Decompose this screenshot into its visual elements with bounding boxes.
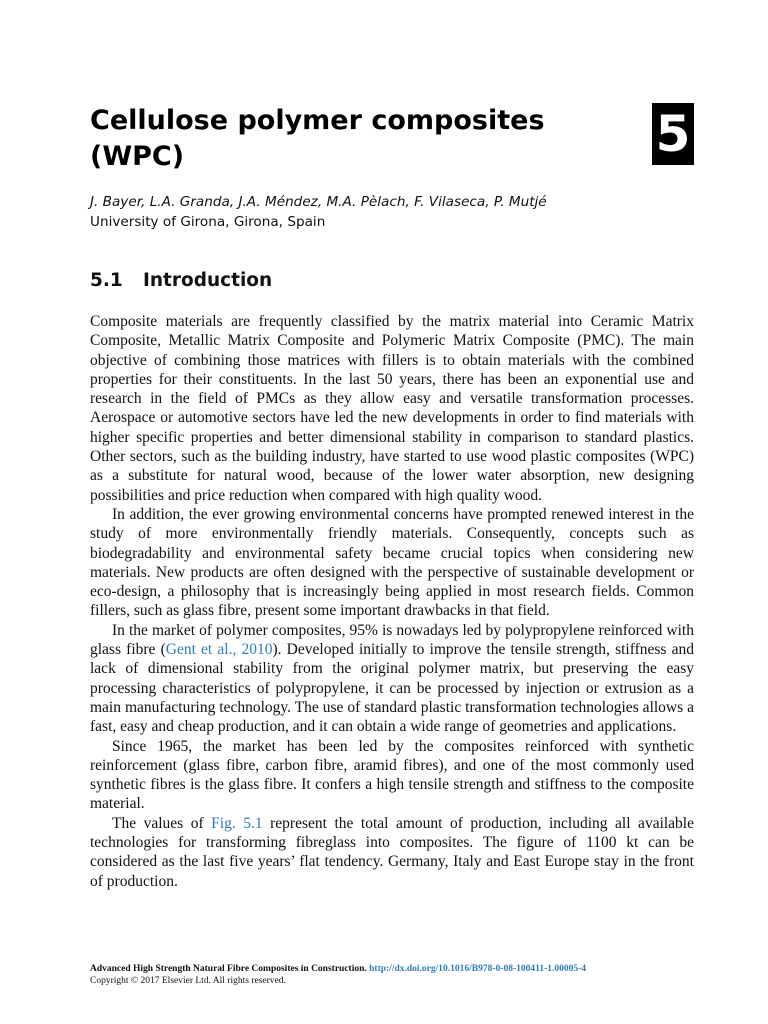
paragraph-2: In addition, the ever growing environmental concerns have prompted renewed interest in the study of more environmentally friendly materials. Consequently, concepts such as biodegradability and environmental safety became crucial topics when considering new materials. New products are often designed with the perspective of sustainable development or eco-design, a philosophy that is increasingly being applied in most research fields. Common fillers, such as glass fibre, present some important drawbacks in that field. bbox=[90, 505, 694, 620]
paragraph-5 bbox=[90, 814, 694, 891]
chapter-title-line-1: Cellulose polymer composites bbox=[90, 105, 545, 136]
footer-doi-link[interactable]: http://dx.doi.org/10.1016/B978-0-08-100411-1.00005-4 bbox=[369, 964, 587, 974]
paragraph-5-text-start: The values of bbox=[112, 814, 212, 832]
paragraph-3-text-end: ). Developed initially to improve the tensile strength, stiffness and lack of dimensional stability from the original polymer matrix, but preserving the easy processing characteristics of polypropylene, it can be processed by injection or extrusion as a main manufacturing technology. The use of standard plastic transformation technologies allows a fast, easy and cheap production, and it can obtain a wide range of geometries and applications. bbox=[90, 641, 694, 736]
author-affiliation: University of Girona, Girona, Spain bbox=[90, 214, 326, 230]
figure-link-5-1[interactable]: Fig. 5.1 bbox=[211, 814, 263, 832]
paragraph-5-text-end: represent the total amount of production, including all available technologies for transforming fibreglass into composites. The figure of 1100 kt can be considered as the last five years’ flat tendency. Germany, Italy and East Europe stay in the front of production. bbox=[90, 814, 694, 890]
article-page bbox=[90, 0, 694, 1024]
page-footer bbox=[90, 963, 694, 987]
paragraph-3 bbox=[90, 621, 694, 737]
section-title: Introduction bbox=[143, 270, 273, 291]
citation-link-gent-2010[interactable]: Gent et al., 2010 bbox=[165, 641, 273, 659]
paragraph-4: Since 1965, the market has been led by the composites reinforced with synthetic reinforcement (glass fibre, carbon fibre, aramid fibres), and one of the most commonly used synthetic fibres is the glass fibre. It confers a high tensile strength and stiffness to the composite material. bbox=[90, 737, 694, 813]
section-heading bbox=[90, 268, 272, 294]
footer-citation bbox=[90, 963, 694, 975]
paragraph-1: Composite materials are frequently classified by the matrix material into Ceramic Matrix Composite, Metallic Matrix Composite and Polymeric Matrix Composite (PMC). The main objective of combining those matrices with fillers is to obtain materials with the combined properties for their constituents. In the last 50 years, there has been an exponential use and research in the field of PMCs as they allow easy and versatile transformation processes. Aerospace or automotive sectors have led the new developments in order to find materials with higher specific properties and better dimensional stability in comparison to standard plastics. Other sectors, such as the building industry, have started to use wood plastic composites (WPC) as a substitute for natural wood, because of the lower water absorption, new designing possibilities and price reduction when compared with high quality wood. bbox=[90, 313, 694, 504]
paragraph-3-text-start: In the market of polymer composites, 95% is nowadays led by polypropylene reinforced with glass fibre ( bbox=[90, 621, 694, 659]
body-text bbox=[90, 312, 694, 891]
author-list: J. Bayer, L.A. Granda, J.A. Méndez, M.A. Pèlach, F. Vilaseca, P. Mutjé bbox=[90, 194, 547, 210]
section-number: 5.1 bbox=[90, 270, 123, 291]
footer-book-title: Advanced High Strength Natural Fibre Composites in Construction. bbox=[90, 964, 367, 974]
chapter-title bbox=[90, 103, 590, 175]
chapter-title-line-2: (WPC) bbox=[90, 141, 185, 172]
footer-copyright: Copyright © 2017 Elsevier Ltd. All rights reserved. bbox=[90, 976, 286, 986]
chapter-number-badge: 5 bbox=[652, 103, 694, 165]
